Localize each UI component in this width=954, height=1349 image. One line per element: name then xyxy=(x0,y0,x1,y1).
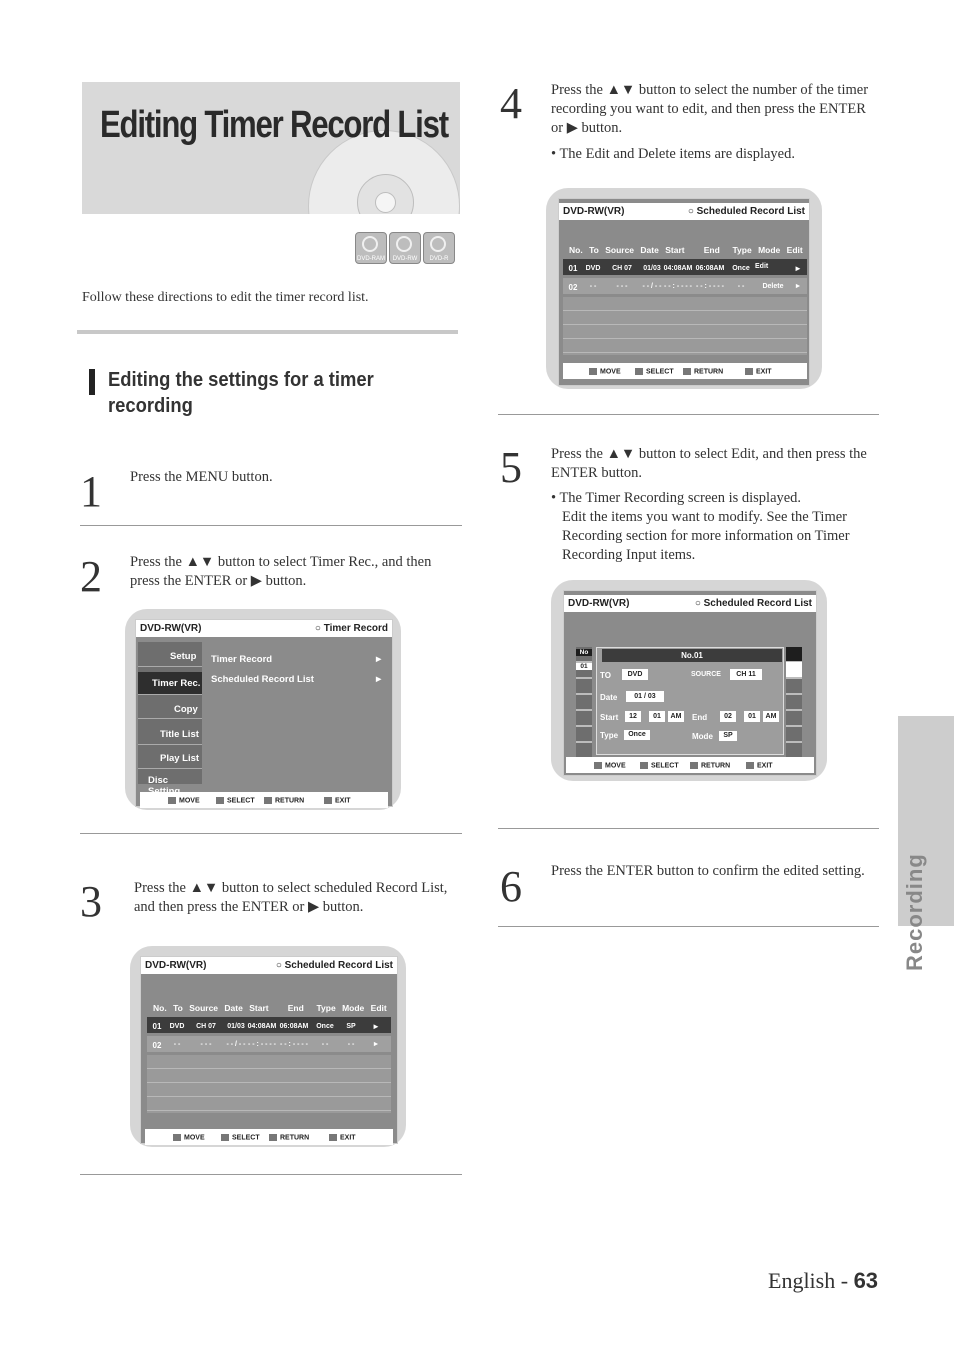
record-list-screenshot: DVD-RW(VR) ○ Scheduled Record List No. To Source Date Start End Type Mode Edit 01 DVD CH 07 01/03 04:08AM 06:08AM Once SP ► 02 - - - - - - - / - - - - : - - - - - - : - - - - - - - - ► MOVE SELECT RETURN EXIT xyxy=(130,946,406,1147)
option-timer-record[interactable]: Timer Record xyxy=(211,654,273,665)
menu-copy[interactable]: Copy xyxy=(138,698,202,719)
divider xyxy=(80,525,462,526)
step-number: 4 xyxy=(500,79,522,128)
title-banner xyxy=(82,82,460,214)
edit-delete-screenshot: DVD-RW(VR) ○ Scheduled Record List No. To Source Date Start End Type Mode Edit 01 DVD CH 07 01/03 04:08AM 06:08AM Once Edit ► 02 - - - - - - - / - - - - : - - - - - - : - - - - - - Delete ► MOVE SELECT RETURN EXIT xyxy=(546,188,822,389)
section-marker xyxy=(89,369,95,395)
step-number: 6 xyxy=(500,862,522,911)
step-text: Press the ▲▼ button to select Edit, and then press the ENTER button. xyxy=(551,446,867,481)
date-field[interactable]: 01 / 03 xyxy=(626,691,664,702)
divider xyxy=(80,833,462,834)
arrow-right-icon: ► xyxy=(374,654,384,665)
step-bullet: • The Edit and Delete items are displayed. xyxy=(551,146,795,162)
dvd-rw-icon: DVD-RW xyxy=(389,232,421,264)
divider xyxy=(498,414,879,415)
mode-field[interactable]: SP xyxy=(719,731,737,741)
type-field[interactable]: Once xyxy=(624,730,650,740)
page-title: Editing Timer Record List xyxy=(100,104,448,146)
delete-option[interactable]: Delete xyxy=(762,283,784,290)
nav-bar: MOVE SELECT RETURN EXIT xyxy=(563,363,807,379)
source-field[interactable]: CH 11 xyxy=(730,669,762,680)
panel-title: No.01 xyxy=(602,649,782,662)
end-minute-field[interactable]: 01 xyxy=(744,711,760,722)
step-text: Press the MENU button. xyxy=(130,469,273,485)
edit-option[interactable]: Edit xyxy=(755,263,769,270)
menu-timer-rec[interactable]: Timer Rec. xyxy=(138,672,202,695)
arrow-right-icon: ► xyxy=(374,674,384,685)
menu-setup[interactable]: Setup xyxy=(138,646,202,667)
page-number: 63 xyxy=(853,1268,879,1293)
step-bullet: • The Timer Recording screen is displayed. xyxy=(551,490,802,506)
step-text: Press the ▲▼ button to select Timer Rec., and then press the ENTER or ▶ button. xyxy=(130,554,432,589)
section-title: Editing the settings for a timer recording xyxy=(108,369,374,417)
step-text: Press the ▲▼ button to select the number of the timer recording you want to edit, and then press the ENTER or ▶ button. xyxy=(551,82,869,136)
step-text: Press the ▲▼ button to select scheduled Record List, and then press the ENTER or ▶ button. xyxy=(134,880,448,915)
start-ampm-field[interactable]: AM xyxy=(668,711,684,722)
step-number: 5 xyxy=(500,443,522,492)
menu-play-list[interactable]: Play List xyxy=(138,748,202,769)
window-title-bar: DVD-RW(VR) ○ Timer Record xyxy=(136,620,392,637)
step-text: Press the ENTER button to confirm the edited setting. xyxy=(551,863,865,879)
footer-language: English - xyxy=(768,1268,854,1293)
menu-title-list[interactable]: Title List xyxy=(138,724,202,745)
nav-bar: MOVE SELECT RETURN EXIT xyxy=(145,1129,393,1145)
divider xyxy=(80,1174,462,1175)
dvd-r-icon: DVD-R xyxy=(423,232,455,264)
option-scheduled-record-list[interactable]: Scheduled Record List xyxy=(211,674,314,685)
end-ampm-field[interactable]: AM xyxy=(763,711,779,722)
step-number: 2 xyxy=(80,552,102,601)
start-hour-field[interactable]: 12 xyxy=(625,711,641,722)
divider xyxy=(77,330,458,334)
dvd-ram-icon: DVD-RAM xyxy=(355,232,387,264)
menu-screenshot xyxy=(125,609,401,810)
divider xyxy=(498,828,879,829)
page-footer xyxy=(768,1268,878,1294)
start-minute-field[interactable]: 01 xyxy=(649,711,665,722)
section-tab xyxy=(898,716,954,971)
nav-bar: MOVE SELECT RETURN EXIT xyxy=(140,792,388,808)
end-hour-field[interactable]: 02 xyxy=(720,711,736,722)
nav-bar: MOVE SELECT RETURN EXIT xyxy=(566,757,814,773)
step-bullet-detail: Edit the items you want to modify. See the Timer Recording section for more information on Timer Recording Input items. xyxy=(562,509,850,563)
intro-text: Follow these directions to edit the timer record list. xyxy=(82,290,369,305)
step-number: 3 xyxy=(80,877,102,926)
section-tab-label: Recording xyxy=(902,853,927,971)
to-field[interactable]: DVD xyxy=(622,669,648,680)
divider xyxy=(498,926,879,927)
menu-disc-setting[interactable]: Disc xyxy=(148,775,169,786)
timer-edit-screenshot: DVD-RW(VR) ○ Scheduled Record List No 01 No.01 TO DVD SOURCE CH 11 Date 01 / 03 Start 12 01 AM End 02 01 AM Type Once Mode SP MOVE SELECT RETURN EXIT xyxy=(551,580,827,781)
step-number: 1 xyxy=(80,467,102,516)
